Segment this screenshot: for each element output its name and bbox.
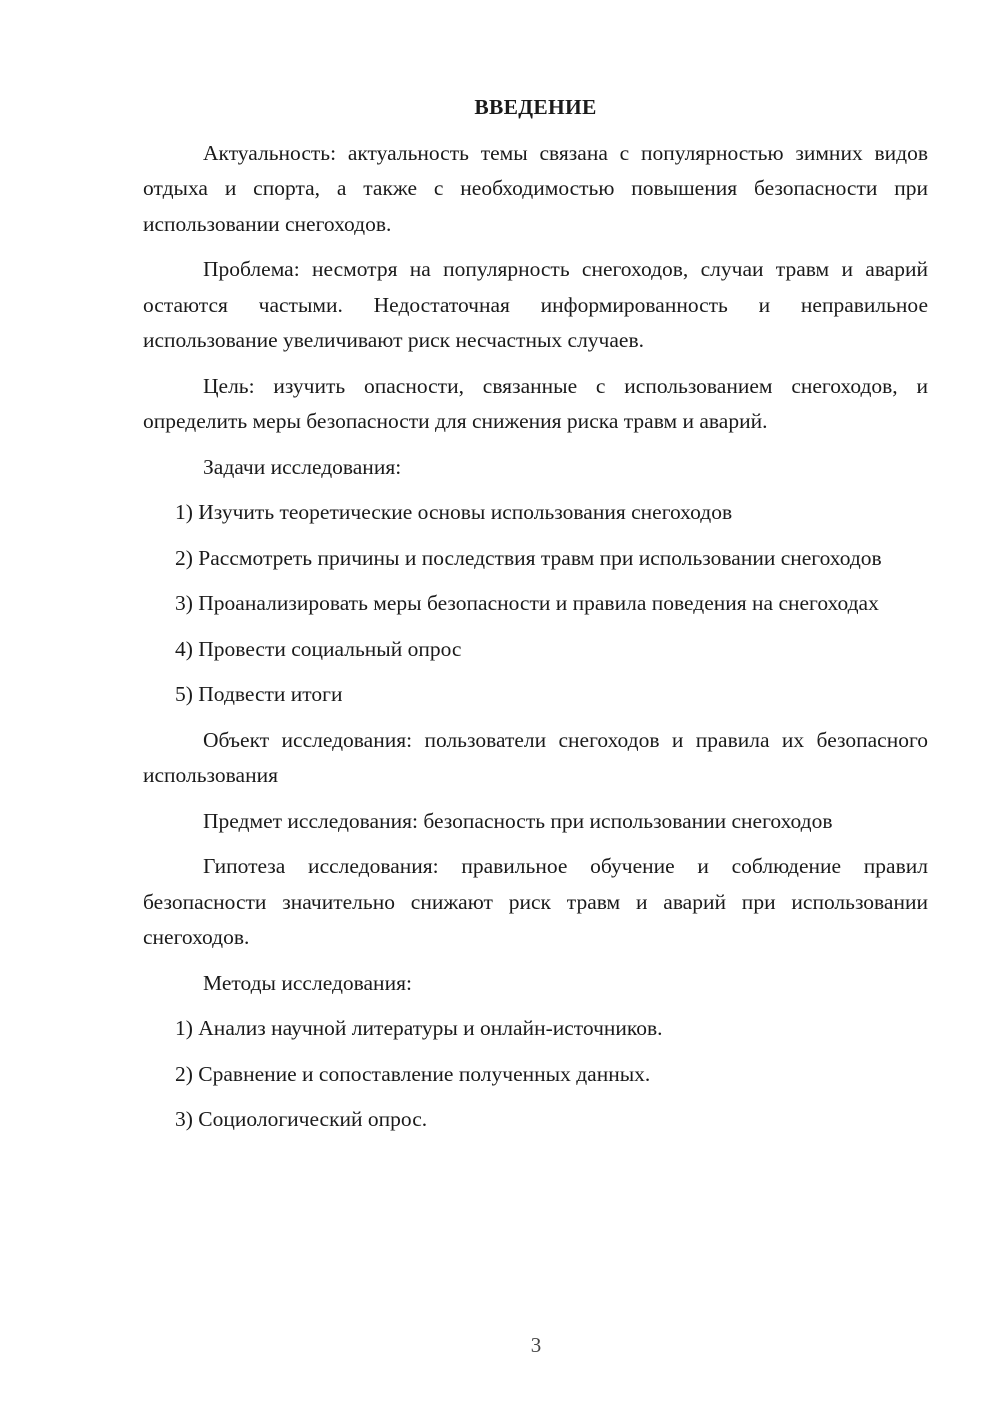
method-item-3: 3) Социологический опрос. — [175, 1107, 428, 1131]
page-title: ВВЕДЕНИЕ — [474, 95, 597, 119]
task-item-1: 1) Изучить теоретические основы использования снегоходов — [175, 500, 733, 524]
task-item-5: 5) Подвести итоги — [175, 682, 343, 706]
task-item-4: 4) Провести социальный опрос — [175, 636, 462, 661]
document-page — [143, 90, 928, 1148]
tasks-heading: Задачи исследования: — [203, 454, 402, 479]
hypothesis-paragraph: Гипотеза исследования: правильное обучение и соблюдение правил безопасности значительно снижают риск травм и аварий при использовании снегоходов. — [143, 854, 928, 949]
object-paragraph: Объект исследования: пользователи снегоходов и правила их безопасного использования — [143, 727, 928, 787]
problem-paragraph: Проблема: несмотря на популярность снегоходов, случаи травм и аварий остаются частыми. Недостаточная информированность и неправильное использование увеличивают риск несчастных случаев. — [143, 257, 928, 352]
methods-heading: Методы исследования: — [203, 970, 412, 995]
task-item-2: 2) Рассмотреть причины и последствия травм при использовании снегоходов — [175, 545, 882, 570]
page-number: 3 — [530, 1333, 542, 1357]
goal-paragraph: Цель: изучить опасности, связанные с использованием снегоходов, и определить меры безопасности для снижения риска травм и аварий. — [143, 373, 928, 433]
method-item-2: 2) Сравнение и сопоставление полученных данных. — [175, 1061, 651, 1086]
subject-paragraph: Предмет исследования: безопасность при использовании снегоходов — [203, 808, 833, 833]
relevance-paragraph: Актуальность: актуальность темы связана с популярностью зимних видов отдыха и спорта, а также с необходимостью повышения безопасности при использовании снегоходов. — [143, 140, 928, 236]
task-item-3: 3) Проанализировать меры безопасности и правила поведения на снегоходах — [175, 591, 879, 615]
method-item-1: 1) Анализ научной литературы и онлайн-источников. — [175, 1016, 663, 1040]
